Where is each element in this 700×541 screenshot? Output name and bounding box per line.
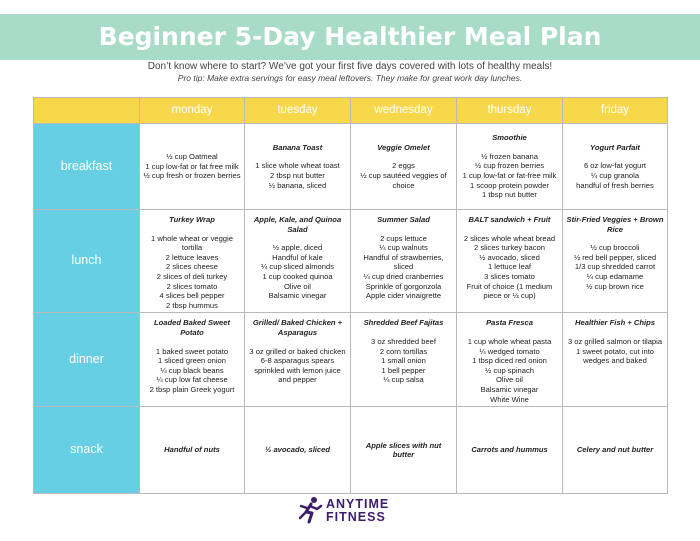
ingredient-line: ½ cup brown rice (586, 281, 644, 291)
meal-cell (351, 313, 457, 407)
meal-cell (351, 407, 457, 494)
ingredient-line: 6 oz low-fat yogurt (583, 161, 647, 171)
ingredient-line: Handful of kale (272, 252, 323, 262)
meal-cell (563, 407, 668, 494)
ingredient-line: 1 sweet potato, cut into wedges and baked (575, 346, 655, 366)
ingredient-line: 2 tbsp nut butter (270, 171, 325, 180)
ingredient-line: ½ cup Oatmeal (166, 152, 218, 162)
ingredient-line: Balsamic vinegar (268, 291, 327, 301)
day-header: wednesday (351, 98, 457, 124)
ingredient-line: ½ cup fresh or frozen berries (143, 171, 241, 181)
ingredient-line: ½ cup sautéed veggies of choice (360, 171, 447, 190)
dish-name: Handful of nuts (164, 445, 220, 455)
meal-label: dinner (34, 313, 140, 407)
ingredient-line: 2 lettuce leaves (165, 252, 219, 262)
dish-name: Stir-Fried Veggies + Brown Rice (566, 215, 664, 234)
ingredient-line: Handful of strawberries, sliced (363, 252, 444, 272)
dish-name: Grilled/ Baked Chicken + Asparagus (252, 318, 343, 337)
ingredient-line: 1 tbsp diced red onion (472, 356, 547, 366)
dish-name: Veggie Omelet (377, 142, 430, 152)
ingredient-line: 3 slices tomato (484, 271, 535, 281)
ingredient-line: ¼ cup dried cranberries (363, 271, 444, 281)
ingredient-line: ¼ cup salsa (383, 375, 424, 385)
dish-name: Loaded Baked Sweet Potato (154, 318, 230, 337)
meal-cell (245, 124, 351, 210)
ingredient-line: Apple cider vinaigrette (365, 291, 442, 301)
meal-cell (457, 210, 563, 313)
dish-name: Healthier Fish + Chips (575, 318, 655, 328)
ingredient-line: 1 cup low-fat or fat-free milk (462, 171, 557, 180)
day-header: thursday (457, 98, 563, 124)
ingredient-line: White Wine (490, 394, 529, 404)
ingredient-line: ¼ cup sliced almonds (260, 262, 335, 272)
dish-name: Carrots and hummus (471, 445, 548, 455)
dish-name: Pasta Fresca (486, 318, 533, 328)
dish-name: Turkey Wrap (169, 215, 215, 224)
meal-row-dinner (34, 313, 668, 407)
ingredient-line: 6-8 asparagus spears sprinkled with lemon juice and pepper (254, 356, 341, 385)
ingredient-line: Olive oil (283, 281, 311, 291)
ingredient-line: handful of fresh berries (576, 180, 654, 190)
dish-name: ½ avocado, sliced (265, 445, 330, 455)
meal-cell (140, 313, 245, 407)
meal-cell (351, 124, 457, 210)
meal-cell (245, 313, 351, 407)
meal-cell (351, 210, 457, 313)
ingredient-line: 1 small onion (381, 356, 426, 366)
ingredient-line: 3 oz grilled or baked chicken (249, 346, 346, 356)
ingredient-line: 2 slices whole wheat bread (463, 233, 556, 243)
ingredient-line: ¼ wedged tomato (479, 346, 540, 356)
ingredient-line: 3 oz grilled salmon or tilapia (567, 336, 663, 346)
meal-cell (245, 407, 351, 494)
ingredient-line: 1 bell pepper (381, 365, 426, 375)
ingredient-line: ½ frozen banana (481, 151, 538, 161)
dish-name: Yogurt Parfait (590, 142, 640, 152)
meal-label: breakfast (34, 124, 140, 210)
running-figure-icon (297, 496, 323, 524)
dish-name: BALT sandwich + Fruit (468, 215, 551, 224)
ingredient-line: 1/3 cup shredded carrot (574, 262, 656, 272)
ingredient-line: Sprinkle of gorgonzola (365, 281, 442, 291)
meal-cell (140, 124, 245, 210)
title-banner (0, 14, 700, 60)
day-header: tuesday (245, 98, 351, 124)
logo-line-2: FITNESS (326, 510, 386, 524)
ingredient-line: Balsamic vinegar (480, 384, 539, 394)
ingredient-line: ¼ cup black beans (160, 365, 224, 375)
meal-cell (563, 313, 668, 407)
ingredient-line: 3 oz shredded beef (370, 336, 437, 346)
pro-tip-text: Pro tip: Make extra servings for easy meal leftovers. They make for great work day lunches. (177, 73, 523, 83)
ingredient-line: ½ cup spinach (485, 365, 534, 375)
ingredient-line: Fruit of choice (1 medium piece or ½ cup) (466, 281, 553, 301)
dish-name: Smoothie (492, 133, 527, 143)
ingredient-line: 2 corn tortillas (379, 346, 428, 356)
meal-plan-table (33, 97, 668, 494)
meal-cell (140, 210, 245, 313)
dish-name: Celery and nut butter (576, 445, 654, 455)
ingredient-line: 2 cups lettuce (380, 233, 427, 243)
ingredient-line: 1 slice whole wheat toast (255, 161, 340, 171)
ingredient-line: 2 tbsp plain Greek yogurt (149, 384, 235, 394)
ingredient-line: ½ apple, diced (272, 243, 323, 253)
meal-cell (245, 210, 351, 313)
ingredient-line: 1 cup low-fat or fat free milk (145, 161, 239, 171)
meal-label: snack (34, 407, 140, 494)
ingredient-line: ½ banana, sliced (268, 180, 327, 190)
ingredient-line: ½ cup broccoli (590, 243, 640, 253)
dish-name: Banana Toast (272, 142, 323, 152)
ingredient-line: 2 eggs (392, 161, 415, 171)
meal-row-breakfast (34, 124, 668, 210)
ingredient-line: ½ red bell pepper, sliced (573, 252, 657, 262)
dish-name: Summer Salad (377, 215, 430, 224)
day-header: monday (140, 98, 245, 124)
anytime-fitness-logo (297, 496, 407, 524)
ingredient-line: Olive oil (495, 375, 523, 385)
ingredient-line: ½ avocado, sliced (479, 252, 540, 262)
ingredient-line: 1 cup cooked quinoa (262, 271, 333, 281)
ingredient-line: 1 sliced green onion (158, 356, 226, 366)
meal-cell (140, 407, 245, 494)
ingredient-line: ¼ cup edamame (586, 271, 644, 281)
day-header-row (34, 98, 668, 124)
dish-name: Apple slices with nut butter (365, 440, 442, 460)
ingredient-line: 1 tbsp nut butter (482, 190, 537, 200)
meal-cell (563, 210, 668, 313)
ingredient-line: 1 whole wheat or veggie tortilla (151, 233, 233, 253)
intro-text: Don’t know where to start? We’ve got your first five days covered with lots of healthy meals! (147, 61, 553, 72)
meal-row-lunch (34, 210, 668, 313)
meal-label: lunch (34, 210, 140, 313)
ingredient-line: ¼ cup granola (590, 171, 640, 180)
ingredient-line: 2 slices tomato (166, 281, 218, 291)
day-header: friday (563, 98, 668, 124)
dish-name: Shredded Beef Fajitas (363, 318, 444, 328)
dish-name: Apple, Kale, and Quinoa Salad (253, 215, 342, 234)
ingredient-line: ¼ cup low fat cheese (156, 375, 228, 385)
ingredient-line: ¼ cup walnuts (379, 243, 428, 253)
ingredient-line: ½ cup frozen berries (474, 161, 545, 171)
ingredient-line: 1 scoop protein powder (470, 180, 549, 190)
ingredient-line: 2 slices turkey bacon (474, 243, 545, 253)
ingredient-line: 2 slices cheese (166, 262, 218, 272)
ingredient-line: 1 cup whole wheat pasta (467, 336, 552, 346)
ingredient-line: 1 baked sweet potato (155, 346, 229, 356)
meal-row-snack (34, 407, 668, 494)
logo-line-1: ANYTIME (326, 497, 390, 511)
meal-cell (457, 407, 563, 494)
ingredient-line: 2 tbsp hummus (166, 300, 218, 310)
ingredient-line: 4 slices bell pepper (159, 291, 225, 301)
header-corner (34, 98, 140, 124)
meal-cell (457, 313, 563, 407)
page-title: Beginner 5-Day Healthier Meal Plan (98, 22, 602, 51)
ingredient-line: 1 lettuce leaf (487, 262, 532, 272)
meal-cell (457, 124, 563, 210)
ingredient-line: 2 slices of deli turkey (156, 271, 228, 281)
meal-cell (563, 124, 668, 210)
